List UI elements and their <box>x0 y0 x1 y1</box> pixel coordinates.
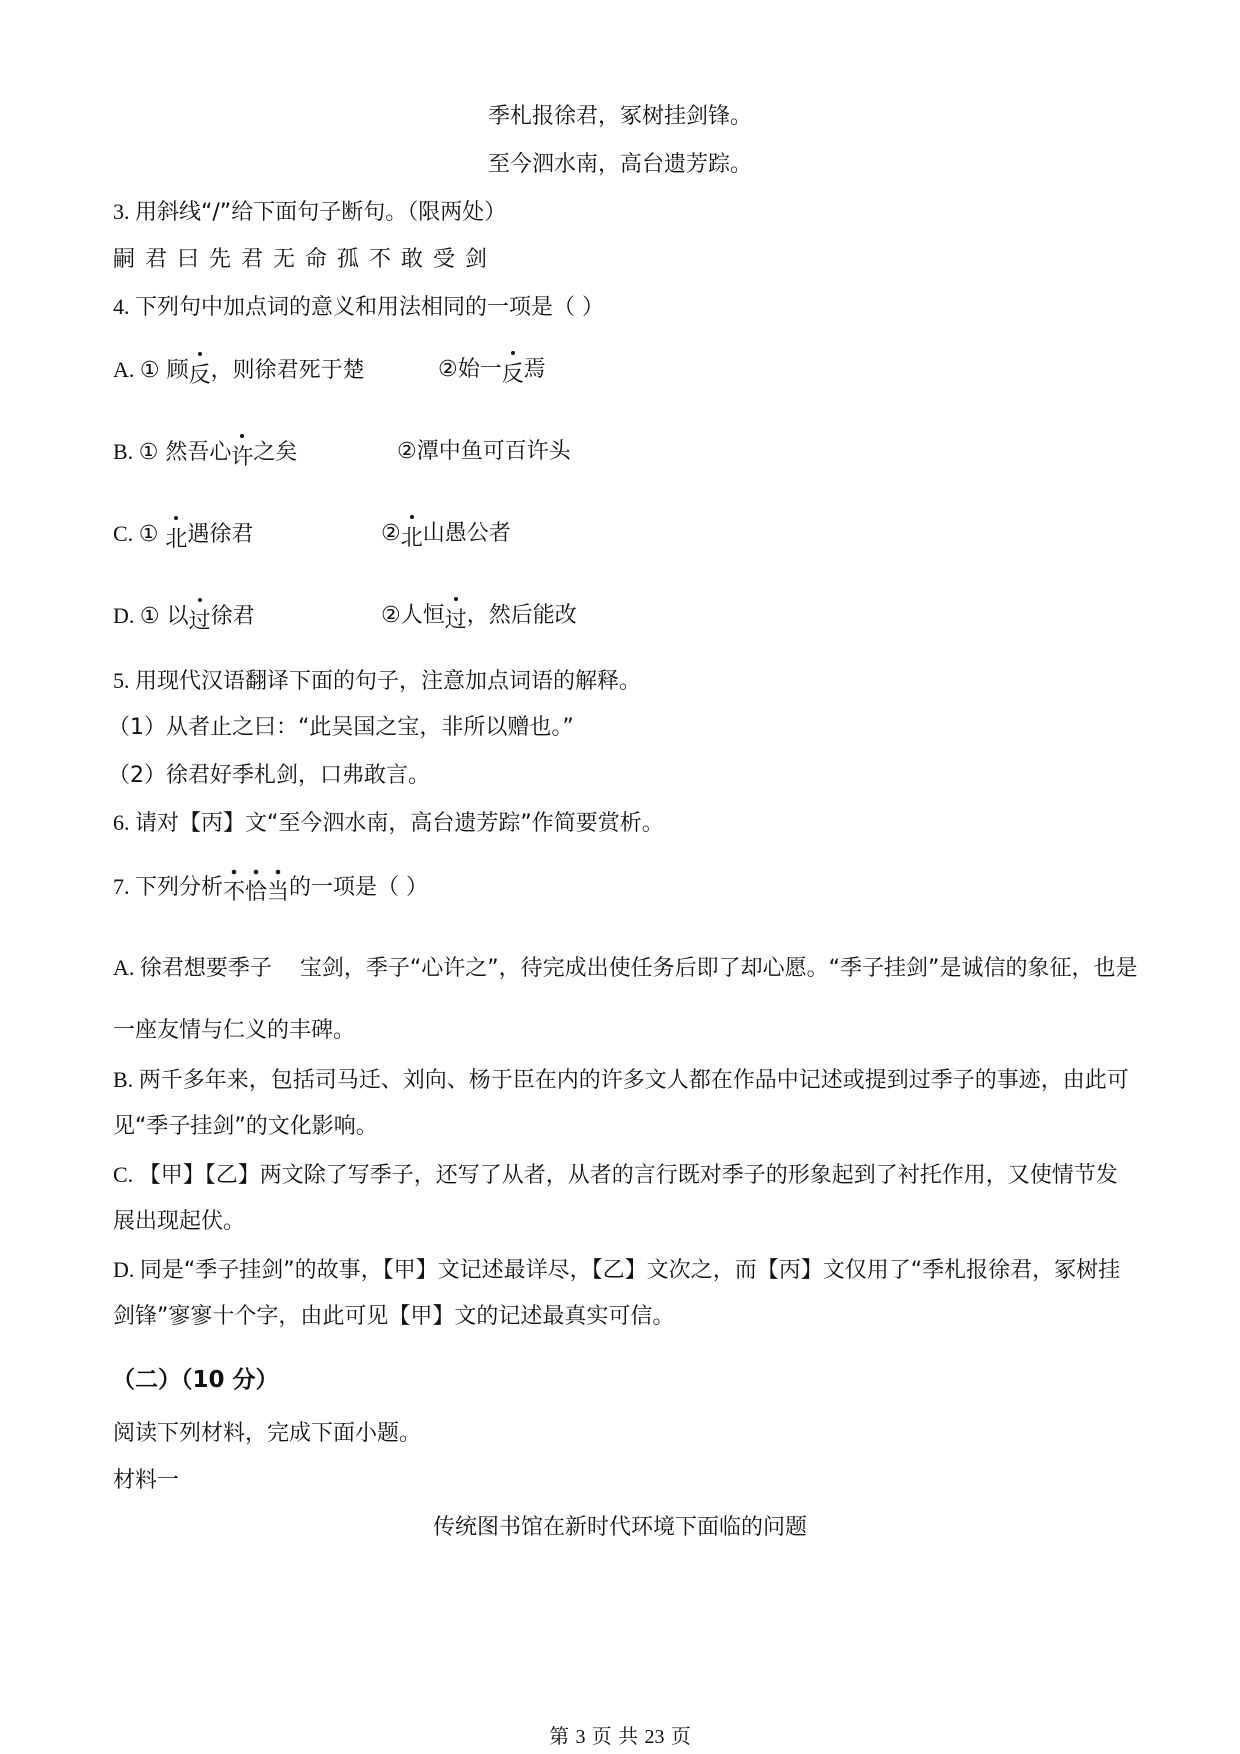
question-prompt: 用现代汉语翻译下面的句子，注意加点词语的解释。 <box>135 669 642 694</box>
q5-item-2: （2）徐君好季札剑，口弗敢言。 <box>108 763 430 788</box>
q7-option-b-cont: 见“季子挂剑”的文化影响。 <box>113 1114 378 1139</box>
dotted-word: 反 <box>189 361 211 391</box>
dotted-phrase <box>223 880 289 905</box>
question-prompt: 用斜线“/”给下面句子断句。（限两处） <box>135 200 507 225</box>
option-text: 山愚公者 <box>422 521 511 546</box>
q3-sentence: 嗣君曰先君无命孤不敢受剑 <box>113 247 498 272</box>
option-text: 之矣 <box>253 440 298 465</box>
question-prompt: 下列句中加点词的意义和用法相同的一项是（ ） <box>135 295 604 320</box>
footer-text: 页 <box>664 1724 691 1748</box>
question-4 <box>113 292 604 323</box>
footer-text: 页 共 <box>585 1724 645 1748</box>
dotted-word: 反 <box>502 360 524 390</box>
option-label: D. <box>113 1257 140 1282</box>
q7-option-b <box>113 1065 1129 1096</box>
question-3 <box>113 197 506 228</box>
question-prompt: 请对【丙】文“至今泗水南，高台遗芳踪”作简要赏析。 <box>135 811 664 836</box>
option-text: 徐君想要季子 宝剑，季子“心许之”，待完成出使任务后即了却心愿。“季子挂剑”是诚信的象征，也是 <box>139 956 1138 981</box>
question-6 <box>113 808 664 839</box>
question-number: 7. <box>113 874 135 899</box>
q4-option-c-sentence-2 <box>381 519 511 549</box>
page-footer <box>0 1720 1240 1749</box>
section-heading-text: （二）（ <box>112 1367 193 1393</box>
q7-option-c-cont: 展出现起伏。 <box>113 1209 246 1234</box>
q4-option-b-sentence-2: ②潭中鱼可百许头 <box>397 439 571 464</box>
question-5 <box>113 666 641 697</box>
q4-option-a-sentence-2 <box>438 355 546 385</box>
section-heading <box>112 1365 279 1395</box>
option-text: 两千多年来，包括司马迁、刘向、杨于臣在内的许多文人都在作品中记述或提到过季子的事迹，由此可 <box>138 1068 1129 1093</box>
section-points: 10 <box>192 1367 225 1393</box>
question-number: 4. <box>113 294 135 319</box>
q4-option-c <box>113 519 253 550</box>
option-text: ① <box>138 522 166 547</box>
option-text: ，然后能改 <box>466 603 577 628</box>
dotted-word: 北 <box>401 524 423 554</box>
dotted-word: 北 <box>165 525 187 555</box>
option-text: ，则徐君死于楚 <box>210 358 365 383</box>
poem-line-2: 至今泗水南，高台遗芳踪。 <box>487 152 752 177</box>
question-number: 6. <box>113 810 135 835</box>
option-text: ②人恒 <box>381 603 445 628</box>
option-label: C. <box>113 521 139 546</box>
option-label: A. <box>113 357 140 382</box>
q7-option-d-cont: 剑锋”寥寥十个字，由此可见【甲】文的记述最真实可信。 <box>113 1304 675 1329</box>
question-number: 3. <box>113 199 135 224</box>
q7-option-a <box>113 953 1137 984</box>
option-text: 焉 <box>523 357 546 382</box>
footer-text: 第 <box>549 1724 576 1748</box>
option-text: ① 然吾心 <box>138 440 232 465</box>
material-label: 材料一 <box>113 1468 180 1493</box>
section-heading-text: 分） <box>224 1367 279 1393</box>
question-prompt: 的一项是（ ） <box>289 875 429 900</box>
option-text: 【甲】【乙】两文除了写季子，还写了从者，从者的言行既对季子的形象起到了衬托作用，又使情节发 <box>138 1163 1118 1188</box>
option-text: ② <box>381 521 401 546</box>
dotted-word: 过 <box>189 607 211 637</box>
material-title: 传统图书馆在新时代环境下面临的问题 <box>432 1515 807 1540</box>
option-text: 徐君 <box>210 604 255 629</box>
q4-option-a <box>113 355 365 386</box>
option-text: ① 以 <box>139 604 189 629</box>
option-text: 同是“季子挂剑”的故事，【甲】文记述最详尽，【乙】文次之，而【丙】文仅用了“季札报徐君，冢树挂 <box>139 1258 1121 1283</box>
dotted-words: 不恰当 <box>223 868 289 908</box>
dotted-word: 过 <box>445 606 467 636</box>
total-pages: 23 <box>644 1726 665 1748</box>
q7-option-a-cont: 一座友情与仁义的丰碑。 <box>113 1018 356 1043</box>
q4-option-b <box>113 437 297 468</box>
option-label: B. <box>113 1067 139 1092</box>
option-label: A. <box>113 955 140 980</box>
q5-item-1: （1）从者止之曰：“此吴国之宝，非所以赠也。” <box>108 715 574 740</box>
section-instruction: 阅读下列材料，完成下面小题。 <box>113 1421 422 1446</box>
option-text: ②始一 <box>438 357 502 382</box>
option-text: 遇徐君 <box>187 522 254 547</box>
q4-option-d-sentence-2 <box>381 601 577 631</box>
option-label: C. <box>113 1162 139 1187</box>
option-label: D. <box>113 603 140 628</box>
option-text: ① 顾 <box>139 358 189 383</box>
q7-option-c <box>113 1160 1118 1191</box>
q4-option-d <box>113 601 255 632</box>
question-number: 5. <box>113 668 135 693</box>
question-prompt: 下列分析 <box>135 875 224 900</box>
q7-option-d <box>113 1255 1120 1286</box>
option-label: B. <box>113 439 139 464</box>
current-page-number: 3 <box>575 1726 586 1748</box>
question-7 <box>113 872 428 903</box>
dotted-word: 许 <box>231 443 253 473</box>
poem-line-1: 季札报徐君，冢树挂剑锋。 <box>487 104 752 129</box>
